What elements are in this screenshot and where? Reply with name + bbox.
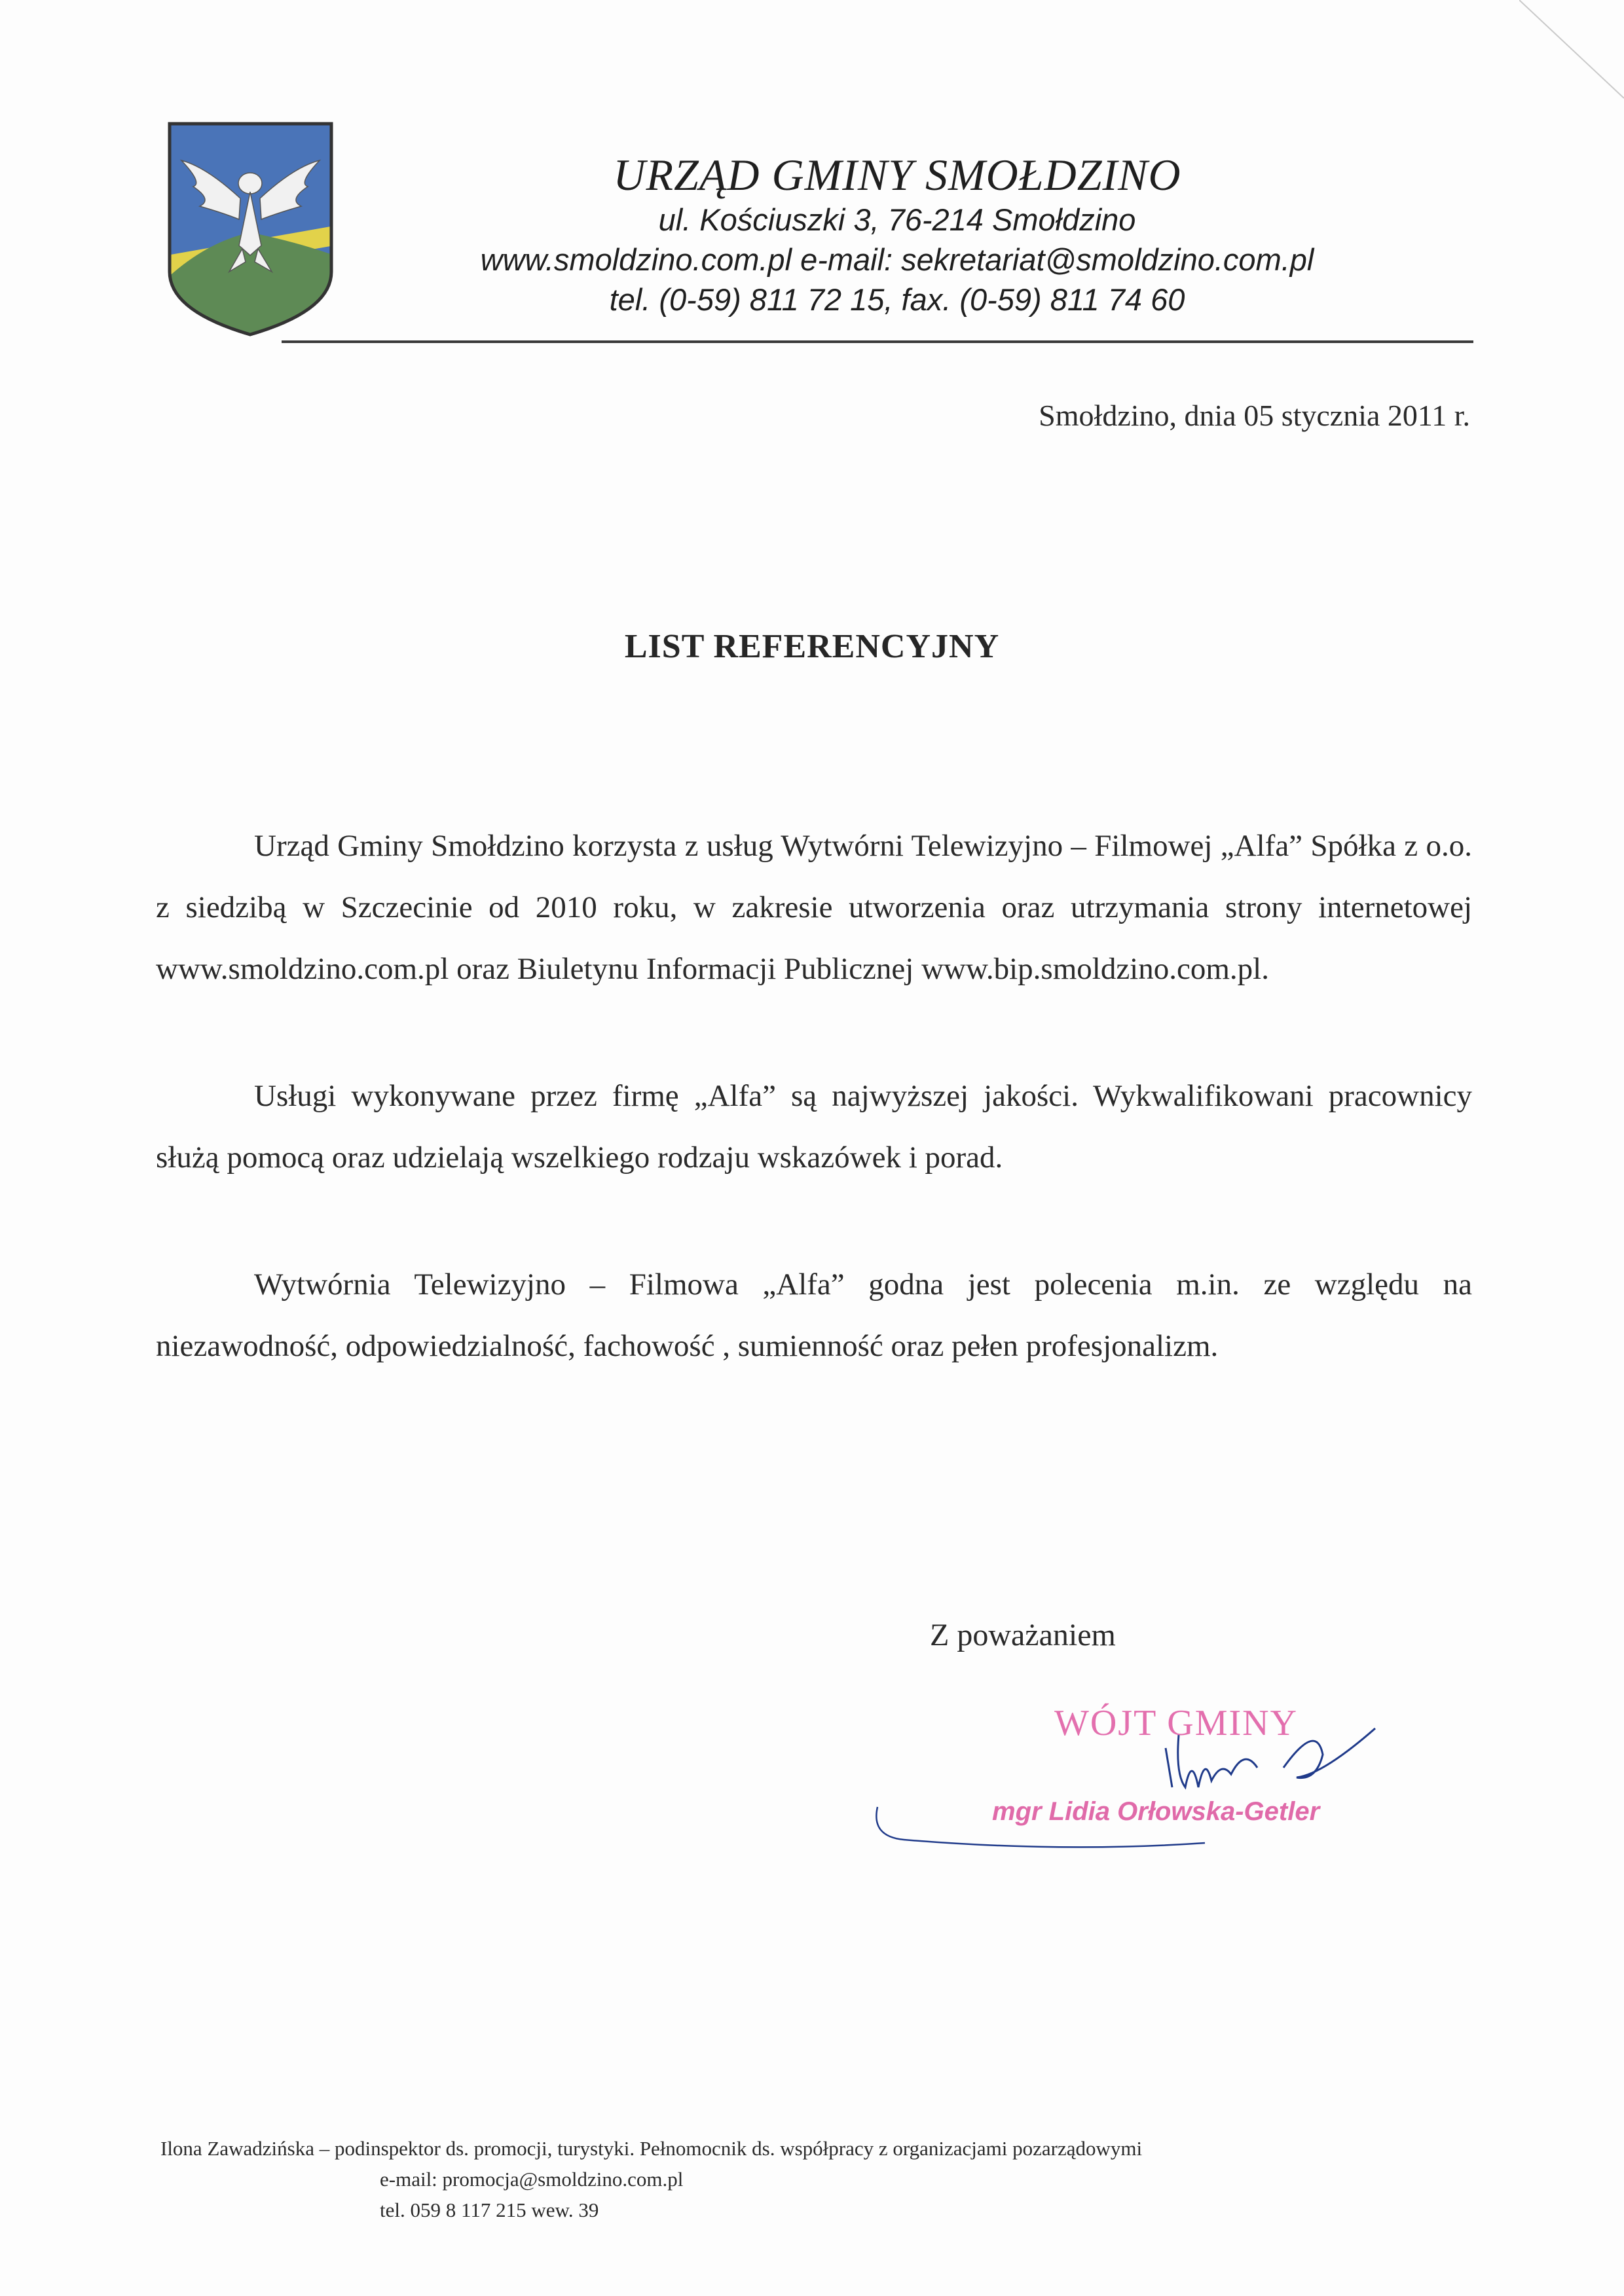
- body-paragraph-1: Urząd Gminy Smołdzino korzysta z usług Wytwórni Telewizyjno – Filmowej „Alfa” Spółka z o.o. z siedzibą w Szczecinie od 2010 roku, w zakresie utworzenia oraz utrzymania strony internetowej www.smoldzino.com.pl oraz Biuletynu Informacji Publicznej www.bip.smoldzino.com.pl.: [156, 829, 1472, 986]
- org-phone-fax: tel. (0-59) 811 72 15, fax. (0-59) 811 74 60: [609, 282, 1185, 317]
- letter-date: Smołdzino, dnia 05 stycznia 2011 r.: [1039, 399, 1470, 432]
- footer-line-1: Ilona Zawadzińska – podinspektor ds. promocji, turystyki. Pełnomocnik ds. współpracy z organizacjami pozarządowymi: [160, 2137, 1143, 2160]
- stamp-title: WÓJT GMINY: [1054, 1703, 1299, 1743]
- eagle-crest-icon: [167, 121, 334, 337]
- org-web-email: www.smoldzino.com.pl e-mail: sekretariat@smoldzino.com.pl: [480, 242, 1314, 277]
- footer-contact: [160, 2133, 1142, 2225]
- letter-title: LIST REFERENCYJNY: [624, 628, 1000, 665]
- org-name: URZĄD GMINY SMOŁDZINO: [613, 150, 1181, 200]
- footer-line-2: e-mail: promocja@smoldzino.com.pl: [380, 2168, 684, 2191]
- stamp-name: mgr Lidia Orłowska-Getler: [992, 1797, 1320, 1826]
- page-corner-fold: [1519, 0, 1624, 105]
- letter-body: [156, 815, 1472, 1442]
- letterhead: [341, 151, 1454, 319]
- body-paragraph-2: Usługi wykonywane przez firmę „Alfa” są najwyższej jakości. Wykwalifikowani pracownicy służą pomocą oraz udzielają wszelkiego rodzaju wskazówek i porad.: [156, 1079, 1472, 1175]
- org-address: ul. Kościuszki 3, 76-214 Smołdzino: [658, 202, 1136, 237]
- letterhead-divider: [282, 340, 1473, 343]
- body-paragraph-3: Wytwórnia Telewizyjno – Filmowa „Alfa” godna jest polecenia m.in. ze względu na niezawodność, odpowiedzialność, fachowość , sumienność oraz pełen profesjonalizm.: [156, 1267, 1472, 1363]
- footer-line-3: tel. 059 8 117 215 wew. 39: [380, 2198, 599, 2221]
- closing-salutation: Z poważaniem: [930, 1618, 1116, 1652]
